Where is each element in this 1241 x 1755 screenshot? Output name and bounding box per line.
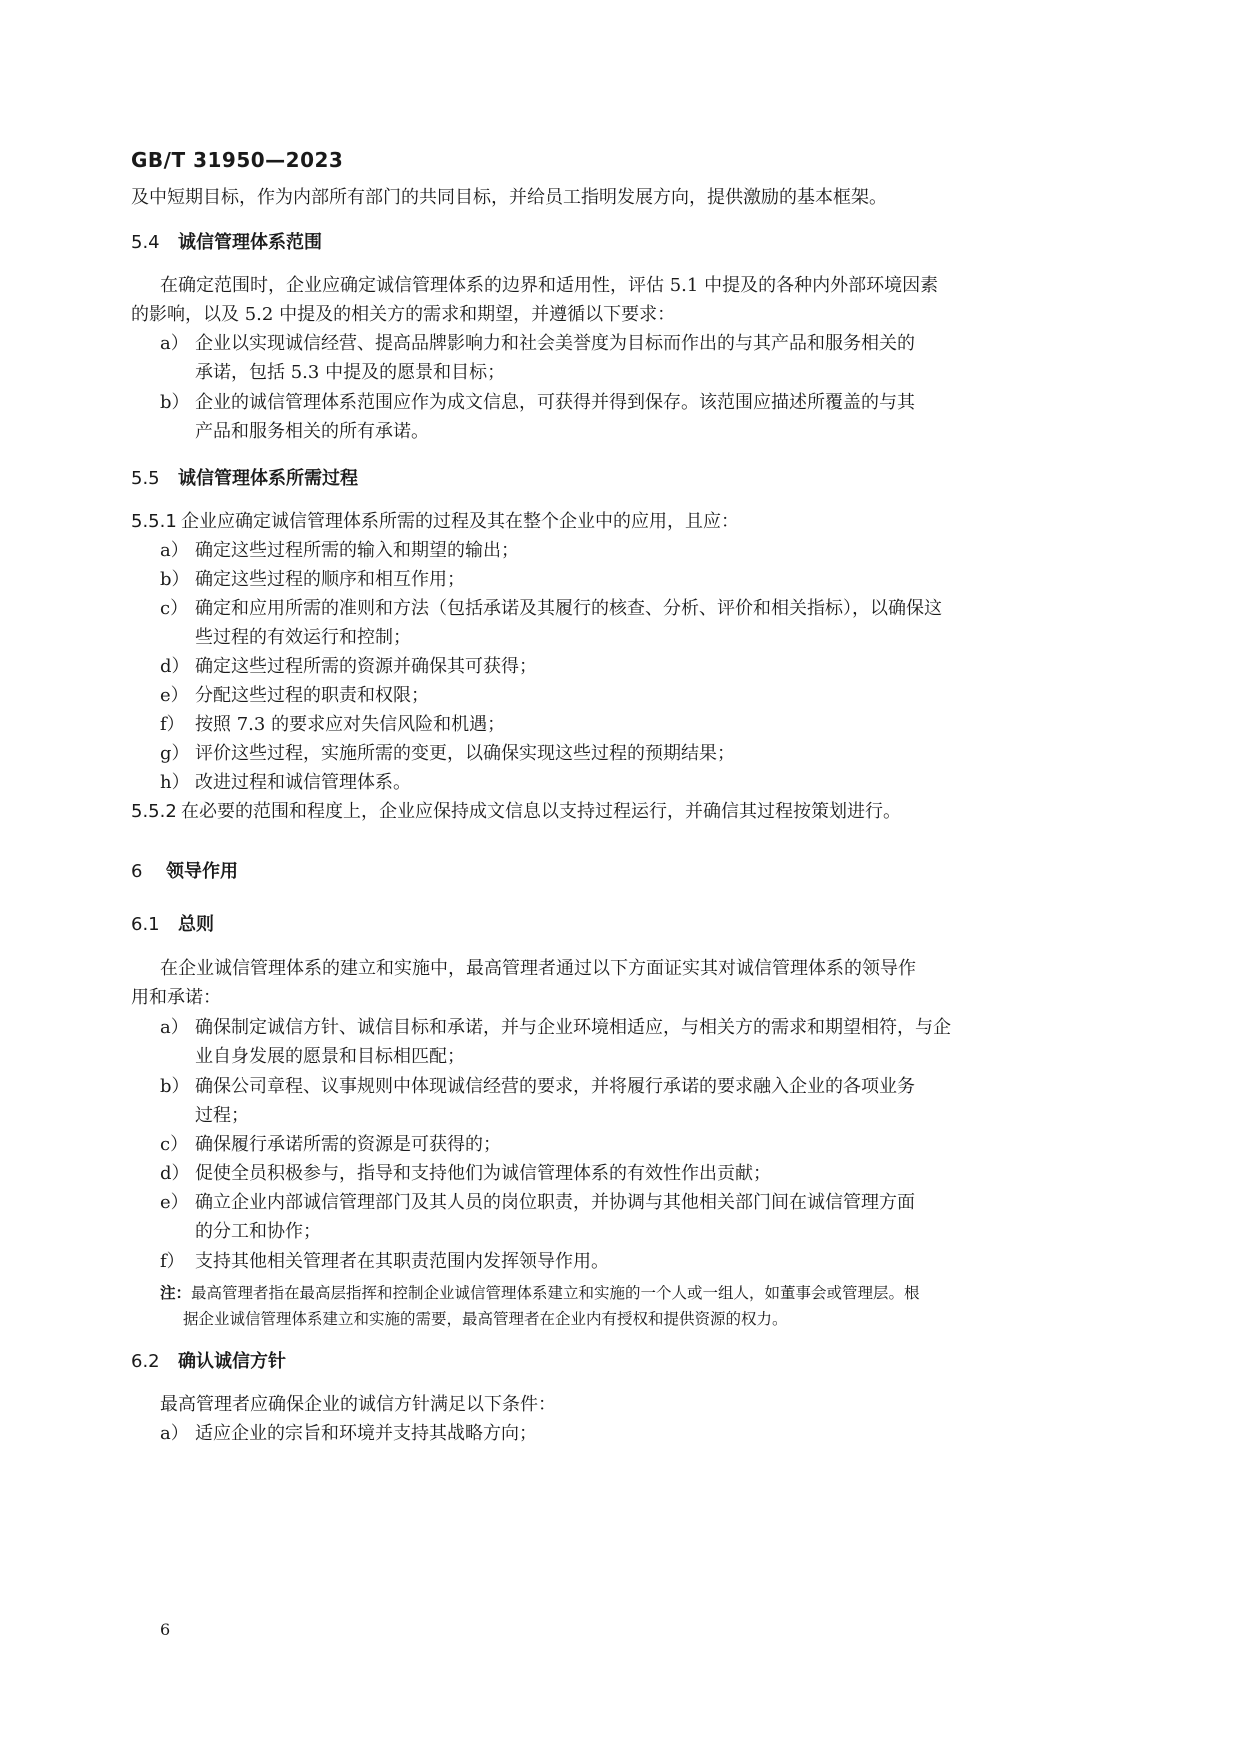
section-title: 诚信管理体系范围 — [178, 232, 322, 253]
item-label: a） — [160, 540, 189, 561]
section-number: 6.1 — [131, 914, 160, 935]
section-number: 6.2 — [131, 1351, 160, 1372]
list-item-text: 支持其他相关管理者在其职责范围内发挥领导作用。 — [195, 1251, 609, 1272]
paragraph-line: 企业应确定诚信管理体系所需的过程及其在整个企业中的应用，且应： — [181, 511, 739, 532]
standard-number: GB/T 31950—2023 — [131, 148, 344, 172]
paragraph-line: 的影响，以及 5.2 中提及的相关方的需求和期望，并遵循以下要求： — [131, 304, 676, 325]
section-title: 总则 — [178, 914, 214, 935]
list-item-text: 企业的诚信管理体系范围应作为成文信息，可获得并得到保存。该范围应描述所覆盖的与其 — [195, 392, 915, 413]
section-number: 5.5.2 — [131, 801, 177, 822]
list-item-text: 过程； — [195, 1105, 249, 1126]
list-item-text: 的分工和协作； — [195, 1221, 321, 1242]
list-item-text: 确定和应用所需的准则和方法（包括承诺及其履行的核查、分析、评价和相关指标），以确保这 — [195, 598, 942, 619]
paragraph-line: 用和承诺： — [131, 987, 221, 1008]
list-item-text: 业自身发展的愿景和目标相匹配； — [195, 1046, 465, 1067]
item-label: b） — [160, 569, 190, 590]
note-text: 最高管理者指在最高层指挥和控制企业诚信管理体系建立和实施的一个人或一组人，如董事会或管理层。根 — [191, 1284, 920, 1302]
item-label: d） — [160, 1163, 190, 1184]
list-item-text: 按照 7.3 的要求应对失信风险和机遇； — [195, 714, 506, 735]
section-title: 领导作用 — [166, 861, 238, 882]
list-item-text: 些过程的有效运行和控制； — [195, 627, 411, 648]
list-item-text: 确保制定诚信方针、诚信目标和承诺，并与企业环境相适应，与相关方的需求和期望相符，与企 — [195, 1017, 951, 1038]
section-number: 5.5 — [131, 468, 160, 489]
item-label: f） — [160, 714, 185, 735]
section-title: 确认诚信方针 — [178, 1351, 286, 1372]
section-number: 6 — [131, 861, 143, 882]
section-number: 5.4 — [131, 232, 160, 253]
item-label: c） — [160, 598, 189, 619]
list-item-text: 承诺，包括 5.3 中提及的愿景和目标； — [195, 362, 506, 383]
list-item-text: 适应企业的宗旨和环境并支持其战略方向； — [195, 1423, 537, 1444]
heading-6 — [131, 860, 238, 884]
item-label: a） — [160, 1017, 189, 1038]
item-label: d） — [160, 656, 190, 677]
heading-5-5 — [131, 467, 358, 491]
item-label: e） — [160, 1192, 189, 1213]
item-label: e） — [160, 685, 189, 706]
paragraph-line: 在确定范围时，企业应确定诚信管理体系的边界和适用性，评估 5.1 中提及的各种内外部环境因素 — [160, 275, 939, 296]
heading-5-5-1 — [131, 510, 177, 534]
list-item-text: 确定这些过程的顺序和相互作用； — [195, 569, 465, 590]
item-label: a） — [160, 333, 189, 354]
list-item-text: 确定这些过程所需的资源并确保其可获得； — [195, 656, 537, 677]
list-item-text: 确保公司章程、议事规则中体现诚信经营的要求，并将履行承诺的要求融入企业的各项业务 — [195, 1076, 915, 1097]
list-item-text: 改进过程和诚信管理体系。 — [195, 772, 411, 793]
heading-6-1 — [131, 913, 214, 937]
section-title: 诚信管理体系所需过程 — [178, 468, 358, 489]
item-label: h） — [160, 772, 190, 793]
list-item-text: 分配这些过程的职责和权限； — [195, 685, 429, 706]
item-label: a） — [160, 1423, 189, 1444]
item-label: g） — [160, 743, 190, 764]
list-item-text: 评价这些过程，实施所需的变更，以确保实现这些过程的预期结果； — [195, 743, 735, 764]
list-item-text: 确立企业内部诚信管理部门及其人员的岗位职责，并协调与其他相关部门间在诚信管理方面 — [195, 1192, 915, 1213]
item-label: f） — [160, 1251, 185, 1272]
page-number: 6 — [160, 1620, 171, 1639]
paragraph-line: 在企业诚信管理体系的建立和实施中，最高管理者通过以下方面证实其对诚信管理体系的领导作 — [160, 958, 916, 979]
heading-6-2 — [131, 1350, 286, 1374]
list-item-text: 促使全员积极参与，指导和支持他们为诚信管理体系的有效性作出贡献； — [195, 1163, 771, 1184]
list-item-text: 确定这些过程所需的输入和期望的输出； — [195, 540, 519, 561]
paragraph-line: 在必要的范围和程度上，企业应保持成文信息以支持过程运行，并确信其过程按策划进行。 — [181, 801, 901, 822]
heading-5-5-2 — [131, 800, 177, 824]
paragraph-line: 最高管理者应确保企业的诚信方针满足以下条件： — [160, 1394, 556, 1415]
list-item-text: 产品和服务相关的所有承诺。 — [195, 421, 429, 442]
heading-5-4 — [131, 231, 322, 255]
item-label: c） — [160, 1134, 189, 1155]
note-label: 注： — [160, 1284, 192, 1302]
list-item-text: 企业以实现诚信经营、提高品牌影响力和社会美誉度为目标而作出的与其产品和服务相关的 — [195, 333, 915, 354]
continued-paragraph: 及中短期目标，作为内部所有部门的共同目标，并给员工指明发展方向，提供激励的基本框架。 — [131, 187, 887, 208]
note-line: 据企业诚信管理体系建立和实施的需要，最高管理者在企业内有授权和提供资源的权力。 — [183, 1310, 788, 1328]
list-item-text: 确保履行承诺所需的资源是可获得的； — [195, 1134, 501, 1155]
item-label: b） — [160, 392, 190, 413]
note-line — [160, 1282, 920, 1304]
section-number: 5.5.1 — [131, 511, 177, 532]
item-label: b） — [160, 1076, 190, 1097]
